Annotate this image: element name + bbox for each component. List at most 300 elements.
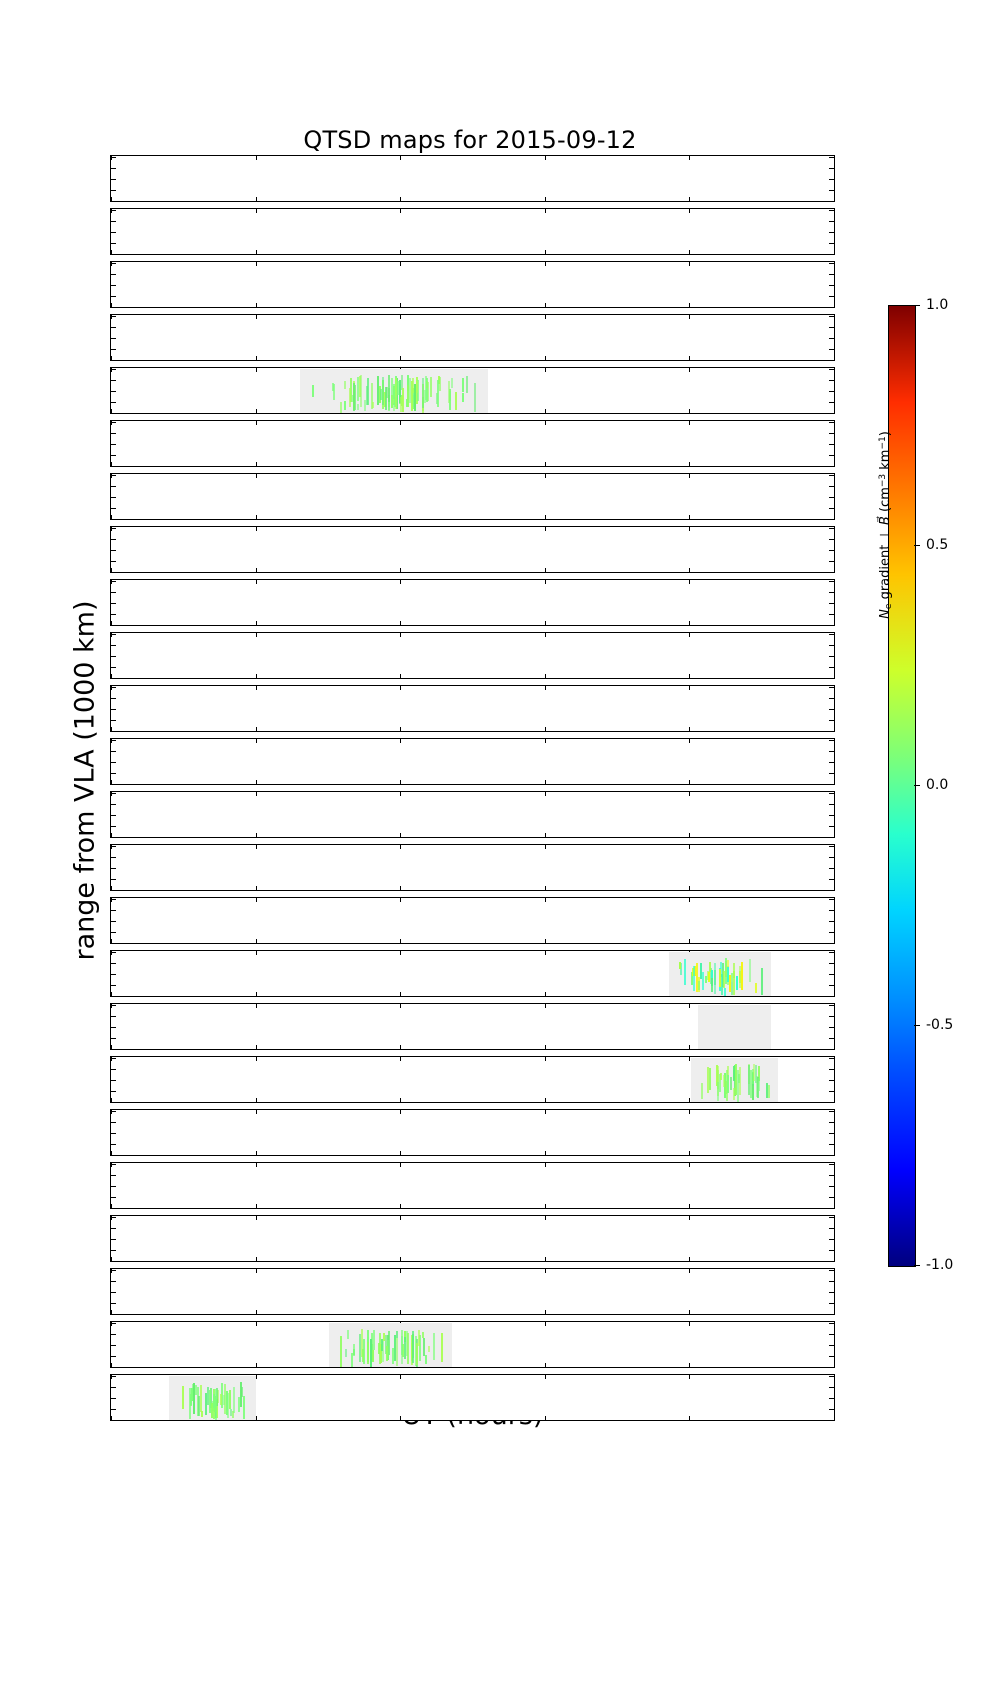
x-tick-mark	[689, 197, 690, 201]
y-tick-mark	[829, 561, 834, 562]
y-tick-mark	[111, 921, 116, 922]
x-tick-mark	[256, 792, 257, 796]
colorbar-tick-label: 0.0	[926, 777, 949, 793]
y-tick-mark	[111, 380, 116, 381]
x-tick-mark	[545, 1163, 546, 1167]
x-tick-mark	[256, 1375, 257, 1379]
y-tick-mark	[829, 773, 834, 774]
x-tick-mark	[689, 262, 690, 266]
y-tick-mark	[111, 645, 116, 646]
y-tick-mark	[829, 1387, 834, 1388]
x-tick-mark	[545, 409, 546, 413]
data-streak	[182, 1386, 184, 1410]
x-tick-mark	[545, 898, 546, 902]
y-tick-mark	[111, 1409, 116, 1410]
x-tick-mark	[400, 951, 401, 955]
data-streak	[466, 376, 468, 393]
y-tick-mark	[829, 444, 834, 445]
data-streak	[714, 963, 716, 994]
y-tick-mark	[111, 539, 116, 540]
data-streak	[357, 404, 359, 410]
x-tick-mark	[834, 1322, 835, 1326]
y-tick-mark	[829, 497, 834, 498]
x-tick-mark	[834, 1057, 835, 1061]
x-tick-mark	[400, 303, 401, 307]
y-tick-mark	[111, 190, 116, 191]
data-streak	[401, 1330, 403, 1355]
x-tick-mark	[400, 1057, 401, 1061]
data-streak	[340, 402, 342, 412]
x-tick-mark	[689, 939, 690, 943]
data-blob	[669, 952, 771, 997]
x-tick-mark	[689, 421, 690, 425]
colorbar-tick-mark	[914, 1025, 920, 1026]
x-tick-mark	[256, 780, 257, 784]
x-tick-mark	[834, 209, 835, 213]
y-tick-mark	[111, 1144, 116, 1145]
y-tick-mark	[111, 1292, 116, 1293]
x-tick-mark	[400, 1163, 401, 1167]
data-streak	[233, 1387, 235, 1413]
x-tick-mark	[256, 686, 257, 690]
x-tick-mark	[545, 1204, 546, 1208]
x-tick-mark	[111, 303, 112, 307]
y-tick-mark	[111, 1122, 116, 1123]
x-tick-mark	[834, 1375, 835, 1379]
x-tick-mark	[689, 1322, 690, 1326]
x-tick-mark	[256, 262, 257, 266]
x-tick-mark	[545, 1416, 546, 1420]
x-tick-mark	[689, 368, 690, 372]
x-tick-mark	[256, 568, 257, 572]
y-tick-mark	[829, 868, 834, 869]
x-tick-mark	[400, 898, 401, 902]
y-axis-label: range from VLA (1000 km)	[69, 600, 101, 961]
x-tick-mark	[834, 633, 835, 637]
x-tick-mark	[111, 1204, 112, 1208]
x-tick-mark	[111, 898, 112, 902]
x-tick-mark	[834, 197, 835, 201]
x-tick-mark	[256, 1216, 257, 1220]
x-tick-mark	[400, 1216, 401, 1220]
x-tick-mark	[834, 1269, 835, 1273]
x-tick-mark	[400, 845, 401, 849]
x-tick-mark	[111, 1216, 112, 1220]
x-tick-mark	[400, 474, 401, 478]
x-tick-mark	[256, 1098, 257, 1102]
x-tick-mark	[834, 1204, 835, 1208]
x-tick-mark	[400, 1375, 401, 1379]
y-tick-mark	[111, 444, 116, 445]
data-streak	[416, 1343, 418, 1365]
x-tick-mark	[111, 1098, 112, 1102]
x-tick-mark	[111, 462, 112, 466]
y-tick-mark	[111, 1387, 116, 1388]
x-tick-mark	[545, 1216, 546, 1220]
y-tick-mark	[829, 1250, 834, 1251]
y-tick-mark	[111, 243, 116, 244]
data-streak	[412, 378, 414, 393]
y-tick-mark	[111, 592, 116, 593]
y-tick-mark	[829, 921, 834, 922]
x-tick-mark	[689, 209, 690, 213]
data-streak	[344, 381, 346, 389]
x-tick-mark	[400, 209, 401, 213]
data-streak	[422, 378, 424, 408]
data-streak	[723, 971, 725, 988]
x-tick-mark	[256, 1163, 257, 1167]
x-tick-mark	[545, 1110, 546, 1114]
data-streak	[211, 1403, 213, 1418]
data-streak	[700, 963, 702, 979]
y-tick-mark	[829, 879, 834, 880]
x-tick-mark	[111, 1257, 112, 1261]
data-streak	[344, 401, 346, 410]
data-streak	[347, 1330, 349, 1338]
x-tick-mark	[256, 421, 257, 425]
x-tick-mark	[256, 303, 257, 307]
x-tick-mark	[834, 792, 835, 796]
x-tick-mark	[545, 727, 546, 731]
y-tick-mark	[829, 190, 834, 191]
y-tick-mark	[111, 497, 116, 498]
panel-row	[110, 1268, 835, 1315]
data-streak	[402, 388, 404, 411]
y-tick-mark	[111, 550, 116, 551]
data-streak	[720, 1073, 722, 1080]
data-streak	[396, 1338, 398, 1366]
x-tick-mark	[689, 780, 690, 784]
data-streak	[731, 973, 733, 981]
x-tick-mark	[689, 1416, 690, 1420]
x-tick-mark	[256, 1004, 257, 1008]
y-tick-mark	[829, 1292, 834, 1293]
data-streak	[739, 966, 741, 988]
x-tick-mark	[834, 303, 835, 307]
colorbar-tick-label: -1.0	[926, 1257, 954, 1273]
x-tick-mark	[689, 686, 690, 690]
y-tick-mark	[111, 327, 116, 328]
x-tick-mark	[256, 845, 257, 849]
y-tick-mark	[111, 402, 116, 403]
x-tick-mark	[689, 527, 690, 531]
x-tick-mark	[111, 262, 112, 266]
panel-row	[110, 261, 835, 308]
x-tick-mark	[689, 1257, 690, 1261]
y-tick-mark	[111, 391, 116, 392]
y-tick-mark	[111, 508, 116, 509]
x-tick-mark	[545, 421, 546, 425]
data-blob	[169, 1376, 256, 1421]
x-tick-mark	[256, 1416, 257, 1420]
y-tick-mark	[829, 402, 834, 403]
data-streak	[238, 1397, 240, 1412]
x-tick-mark	[400, 1310, 401, 1314]
x-tick-mark	[834, 315, 835, 319]
x-tick-mark	[256, 992, 257, 996]
x-tick-mark	[689, 792, 690, 796]
x-tick-mark	[256, 633, 257, 637]
x-tick-mark	[834, 939, 835, 943]
x-tick-mark	[256, 209, 257, 213]
x-tick-mark	[111, 356, 112, 360]
data-streak	[733, 963, 735, 978]
y-tick-mark	[829, 1345, 834, 1346]
x-tick-mark	[689, 1045, 690, 1049]
y-tick-mark	[829, 391, 834, 392]
x-tick-mark	[400, 1151, 401, 1155]
panel-row	[110, 1056, 835, 1103]
y-tick-mark	[111, 179, 116, 180]
x-tick-mark	[545, 621, 546, 625]
x-tick-mark	[111, 1375, 112, 1379]
x-tick-mark	[111, 780, 112, 784]
x-tick-mark	[545, 1057, 546, 1061]
x-tick-mark	[834, 421, 835, 425]
data-streak	[388, 375, 390, 402]
x-tick-mark	[834, 727, 835, 731]
y-tick-mark	[829, 1133, 834, 1134]
x-tick-mark	[111, 197, 112, 201]
y-tick-mark	[111, 1186, 116, 1187]
data-streak	[397, 381, 399, 395]
x-tick-mark	[545, 1269, 546, 1273]
x-tick-mark	[400, 1416, 401, 1420]
y-tick-mark	[829, 1038, 834, 1039]
y-tick-mark	[829, 327, 834, 328]
data-streak	[733, 1088, 735, 1100]
data-streak	[198, 1396, 200, 1416]
y-tick-mark	[111, 455, 116, 456]
x-tick-mark	[545, 739, 546, 743]
data-streak	[441, 1333, 443, 1361]
x-tick-mark	[545, 1375, 546, 1379]
x-tick-mark	[834, 462, 835, 466]
y-tick-mark	[829, 720, 834, 721]
data-streak	[749, 959, 751, 982]
y-tick-mark	[111, 614, 116, 615]
data-blob	[300, 369, 489, 414]
y-tick-mark	[111, 932, 116, 933]
colorbar-label: $N_e$ gradient ⊥ B⃗ ($cm^{-3}$ $km^{-1}$)	[878, 431, 894, 619]
panel-row	[110, 897, 835, 944]
y-tick-mark	[829, 1069, 834, 1070]
y-tick-mark	[829, 221, 834, 222]
data-streak	[227, 1393, 229, 1417]
data-streak	[423, 1338, 425, 1356]
x-tick-mark	[111, 209, 112, 213]
x-tick-mark	[834, 621, 835, 625]
x-tick-mark	[689, 833, 690, 837]
x-tick-mark	[834, 1363, 835, 1367]
panel-row	[110, 155, 835, 202]
x-tick-mark	[545, 250, 546, 254]
x-tick-mark	[256, 727, 257, 731]
x-tick-mark	[111, 156, 112, 160]
y-tick-mark	[111, 603, 116, 604]
y-tick-mark	[111, 1197, 116, 1198]
x-tick-mark	[256, 315, 257, 319]
x-tick-mark	[834, 992, 835, 996]
data-streak	[340, 1336, 342, 1367]
y-tick-mark	[829, 539, 834, 540]
panel-row	[110, 473, 835, 520]
x-tick-mark	[689, 580, 690, 584]
colorbar-tick-label: 0.5	[926, 537, 949, 553]
y-tick-mark	[111, 1016, 116, 1017]
x-tick-mark	[834, 780, 835, 784]
x-tick-mark	[256, 898, 257, 902]
x-tick-mark	[689, 621, 690, 625]
x-tick-mark	[834, 686, 835, 690]
x-tick-mark	[111, 1310, 112, 1314]
x-tick-mark	[834, 1216, 835, 1220]
data-streak	[758, 1078, 760, 1092]
x-tick-mark	[545, 992, 546, 996]
x-tick-mark	[256, 197, 257, 201]
x-tick-mark	[400, 633, 401, 637]
x-tick-mark	[400, 1257, 401, 1261]
x-tick-mark	[256, 739, 257, 743]
y-tick-mark	[111, 1334, 116, 1335]
y-tick-mark	[111, 285, 116, 286]
x-tick-mark	[256, 156, 257, 160]
x-tick-mark	[256, 833, 257, 837]
y-tick-mark	[829, 804, 834, 805]
x-tick-mark	[545, 315, 546, 319]
x-tick-mark	[545, 633, 546, 637]
data-streak	[426, 381, 428, 388]
y-tick-mark	[111, 338, 116, 339]
x-tick-mark	[545, 1004, 546, 1008]
y-tick-mark	[829, 762, 834, 763]
panel-row	[110, 314, 835, 361]
x-tick-mark	[256, 1363, 257, 1367]
y-tick-mark	[111, 1356, 116, 1357]
panel-row	[110, 632, 835, 679]
x-tick-mark	[689, 739, 690, 743]
data-streak	[462, 378, 464, 392]
panel-row	[110, 791, 835, 838]
y-tick-mark	[829, 550, 834, 551]
x-tick-mark	[689, 409, 690, 413]
y-tick-mark	[829, 974, 834, 975]
y-tick-mark	[829, 815, 834, 816]
data-streak	[462, 393, 464, 401]
data-streak	[382, 377, 384, 405]
y-tick-mark	[111, 1345, 116, 1346]
y-tick-mark	[829, 1144, 834, 1145]
y-tick-mark	[829, 1122, 834, 1123]
data-streak	[451, 378, 453, 387]
x-tick-mark	[256, 580, 257, 584]
y-tick-mark	[829, 826, 834, 827]
data-streak	[404, 1337, 406, 1359]
y-tick-mark	[111, 963, 116, 964]
x-tick-mark	[400, 1204, 401, 1208]
x-tick-mark	[400, 262, 401, 266]
x-tick-mark	[689, 474, 690, 478]
data-streak	[380, 389, 382, 400]
x-tick-mark	[256, 1110, 257, 1114]
y-tick-mark	[829, 985, 834, 986]
x-tick-mark	[689, 1057, 690, 1061]
data-streak	[407, 385, 409, 407]
data-streak	[768, 1085, 770, 1097]
data-streak	[705, 976, 707, 983]
x-tick-mark	[545, 515, 546, 519]
x-tick-mark	[689, 315, 690, 319]
x-tick-mark	[689, 1363, 690, 1367]
y-tick-mark	[111, 879, 116, 880]
data-streak	[378, 1343, 380, 1354]
data-streak	[372, 1350, 374, 1362]
data-streak	[755, 983, 757, 993]
x-tick-mark	[400, 621, 401, 625]
x-tick-mark	[834, 898, 835, 902]
x-tick-mark	[834, 1163, 835, 1167]
x-tick-mark	[111, 992, 112, 996]
x-tick-mark	[834, 156, 835, 160]
x-tick-mark	[256, 674, 257, 678]
x-tick-mark	[545, 939, 546, 943]
y-tick-mark	[829, 380, 834, 381]
panel-row	[110, 950, 835, 997]
y-tick-mark	[111, 1398, 116, 1399]
colorbar-tick-mark	[914, 1265, 920, 1266]
colorbar-tick-label: 1.0	[926, 297, 949, 313]
data-streak	[312, 385, 314, 398]
data-streak	[353, 383, 355, 411]
x-tick-mark	[256, 1151, 257, 1155]
data-streak	[362, 1349, 364, 1362]
data-streak	[386, 1346, 388, 1361]
x-tick-mark	[834, 474, 835, 478]
x-tick-mark	[689, 568, 690, 572]
x-tick-mark	[256, 1045, 257, 1049]
x-tick-mark	[111, 580, 112, 584]
data-streak	[412, 1331, 414, 1362]
x-tick-mark	[111, 568, 112, 572]
x-tick-mark	[400, 197, 401, 201]
y-tick-mark	[829, 232, 834, 233]
x-tick-mark	[111, 674, 112, 678]
y-tick-mark	[111, 804, 116, 805]
data-streak	[736, 976, 738, 989]
data-streak	[425, 1355, 427, 1364]
x-tick-mark	[111, 1045, 112, 1049]
y-tick-mark	[111, 656, 116, 657]
x-tick-mark	[689, 1216, 690, 1220]
x-tick-mark	[834, 580, 835, 584]
x-tick-mark	[545, 262, 546, 266]
x-tick-mark	[834, 1098, 835, 1102]
y-tick-mark	[829, 963, 834, 964]
x-tick-mark	[400, 315, 401, 319]
x-tick-mark	[545, 886, 546, 890]
data-streak	[193, 1383, 195, 1414]
x-tick-mark	[834, 1110, 835, 1114]
data-streak	[377, 376, 379, 404]
y-tick-mark	[829, 751, 834, 752]
x-tick-mark	[834, 739, 835, 743]
panel-row	[110, 526, 835, 573]
x-tick-mark	[689, 1375, 690, 1379]
x-tick-mark	[689, 462, 690, 466]
x-tick-mark	[545, 368, 546, 372]
y-tick-mark	[829, 645, 834, 646]
x-tick-mark	[689, 1098, 690, 1102]
